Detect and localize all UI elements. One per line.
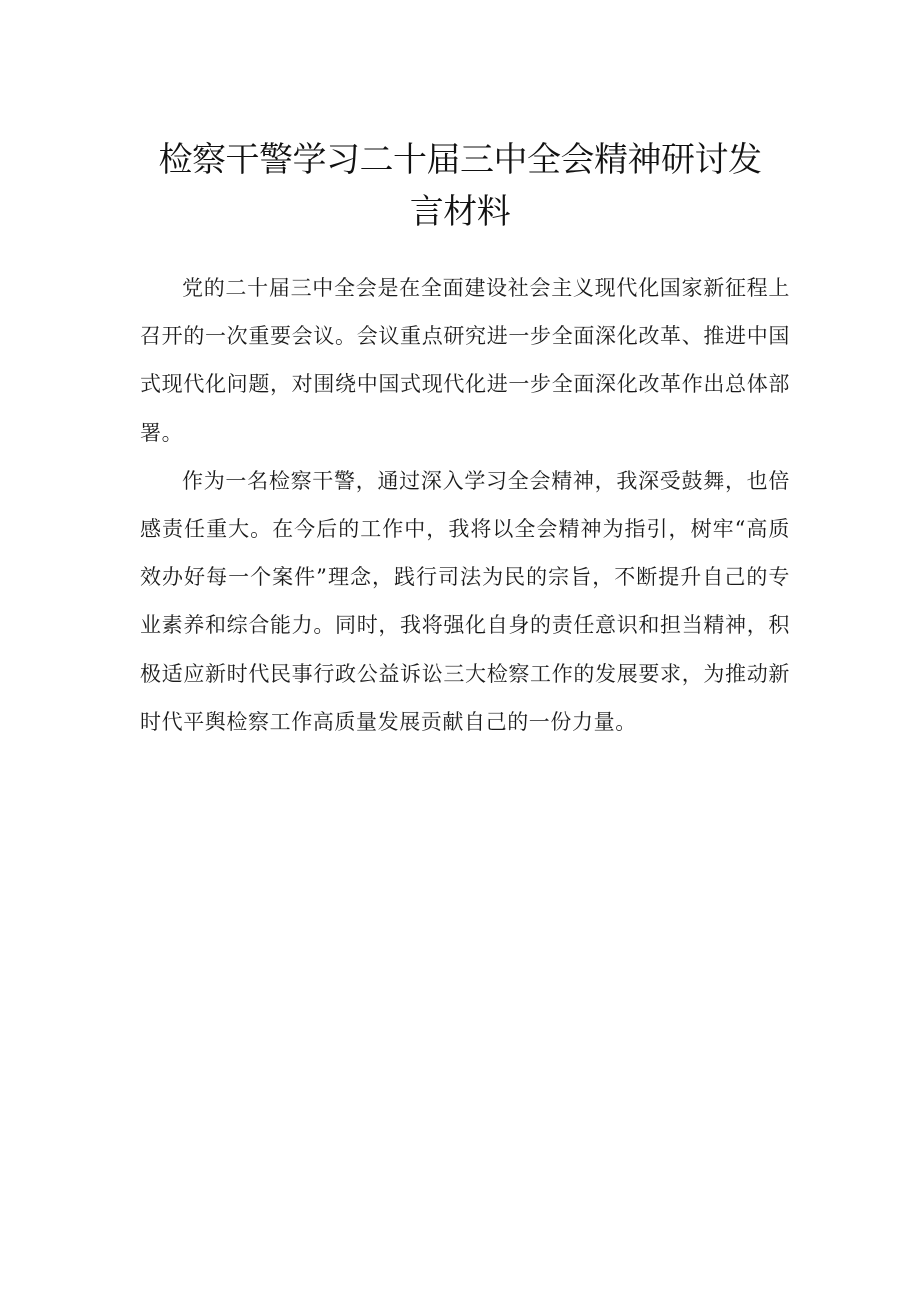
paragraph-2: 作为一名检察干警，通过深入学习全会精神，我深受鼓舞，也倍感责任重大。在今后的工作中，我将以全会精神为指引，树牢“高质效办好每一个案件”理念，践行司法为民的宗旨，不断提升自己的专业素养和综合能力。同时，我将强化自身的责任意识和担当精神，积极适应新时代民事行政公益诉讼三大检察工作的发展要求，为推动新时代平舆检察工作高质量发展贡献自己的一份力量。 <box>140 468 790 734</box>
title-line-2: 言材料 <box>409 192 511 232</box>
document-title <box>100 134 820 238</box>
document-body <box>140 264 790 746</box>
paragraph-1: 党的二十届三中全会是在全面建设社会主义现代化国家新征程上召开的一次重要会议。会议重点研究进一步全面深化改革、推进中国式现代化问题，对围绕中国式现代化进一步全面深化改革作出总体部署。 <box>140 276 790 445</box>
title-line-1: 检察干警学习二十届三中全会精神研讨发 <box>158 140 762 180</box>
